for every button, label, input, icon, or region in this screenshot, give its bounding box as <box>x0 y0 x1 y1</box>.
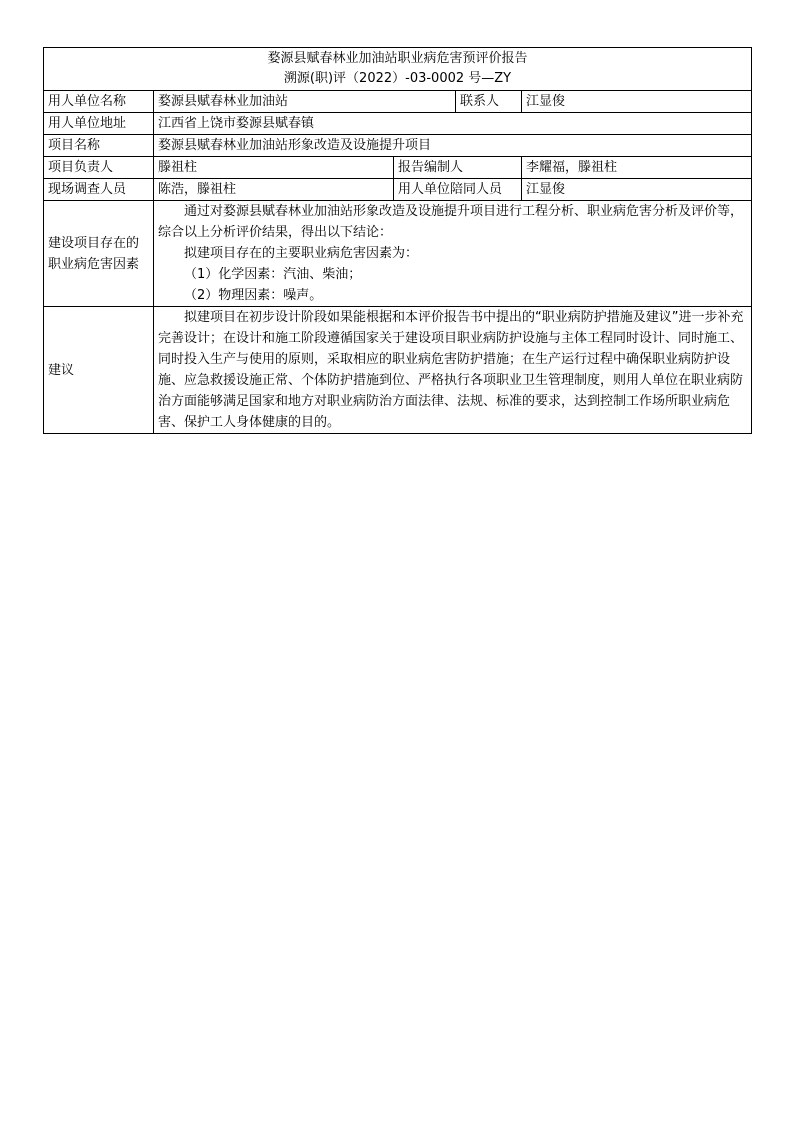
report-author-value: 李耀福，滕祖柱 <box>522 157 752 179</box>
report-table <box>43 47 752 434</box>
employer-address-row <box>44 113 752 135</box>
employer-name-row <box>44 91 752 113</box>
hazards-content <box>154 201 752 307</box>
advice-label: 建议 <box>44 307 154 434</box>
project-lead-label: 项目负责人 <box>44 157 154 179</box>
hazards-paragraph-1: 通过对婺源县赋春林业加油站形象改造及设施提升项目进行工程分析、职业病危害分析及评价等，综合以上分析评价结果，得出以下结论： <box>158 204 744 240</box>
employer-name-label: 用人单位名称 <box>44 91 154 113</box>
report-author-label: 报告编制人 <box>394 157 522 179</box>
employer-address-value: 江西省上饶市婺源县赋春镇 <box>154 113 752 135</box>
employer-name-value: 婺源县赋春林业加油站 <box>154 91 456 113</box>
report-sheet <box>43 47 751 434</box>
hazards-paragraph-2: 拟建项目存在的主要职业病危害因素为： <box>184 246 419 261</box>
survey-staff-value: 陈浩，滕祖柱 <box>154 179 394 201</box>
advice-paragraph: 拟建项目在初步设计阶段如果能根据和本评价报告书中提出的“职业病防护措施及建议”进一步补充完善设计；在设计和施工阶段遵循国家关于建设项目职业病防护设施与主体工程同时设计、同时施工、同时投入生产与使用的原则，采取相应的职业病危害防护措施；在生产运行过程中确保职业病防护设施、应急救援设施正常、个体防护措施到位、严格执行各项职业卫生管理制度，则用人单位在职业病防治方面能够满足国家和地方对职业病防治方面法律、法规、标准的要求，达到控制工作场所职业病危害、保护工人身体健康的目的。 <box>158 310 744 430</box>
report-number: 溯源(职)评（2022）-03-0002 号—ZY <box>283 71 512 86</box>
project-lead-row <box>44 157 752 179</box>
survey-staff-row <box>44 179 752 201</box>
contact-label: 联系人 <box>456 91 522 113</box>
advice-content <box>154 307 752 434</box>
title-cell <box>44 48 752 91</box>
hazards-item-chemical: （1）化学因素：汽油、柴油； <box>184 267 362 282</box>
advice-row <box>44 307 752 434</box>
project-name-value: 婺源县赋春林业加油站形象改造及设施提升项目 <box>154 135 752 157</box>
hazards-item-physical: （2）物理因素：噪声。 <box>184 288 323 303</box>
contact-value: 江显俊 <box>522 91 752 113</box>
survey-staff-label: 现场调查人员 <box>44 179 154 201</box>
report-title: 婺源县赋春林业加油站职业病危害预评价报告 <box>267 51 528 66</box>
hazards-row <box>44 201 752 307</box>
project-lead-value: 滕祖柱 <box>154 157 394 179</box>
hazards-label: 建设项目存在的职业病危害因素 <box>44 201 154 307</box>
employer-address-label: 用人单位地址 <box>44 113 154 135</box>
title-row <box>44 48 752 91</box>
escort-value: 江显俊 <box>522 179 752 201</box>
escort-label: 用人单位陪同人员 <box>394 179 522 201</box>
project-name-row <box>44 135 752 157</box>
project-name-label: 项目名称 <box>44 135 154 157</box>
